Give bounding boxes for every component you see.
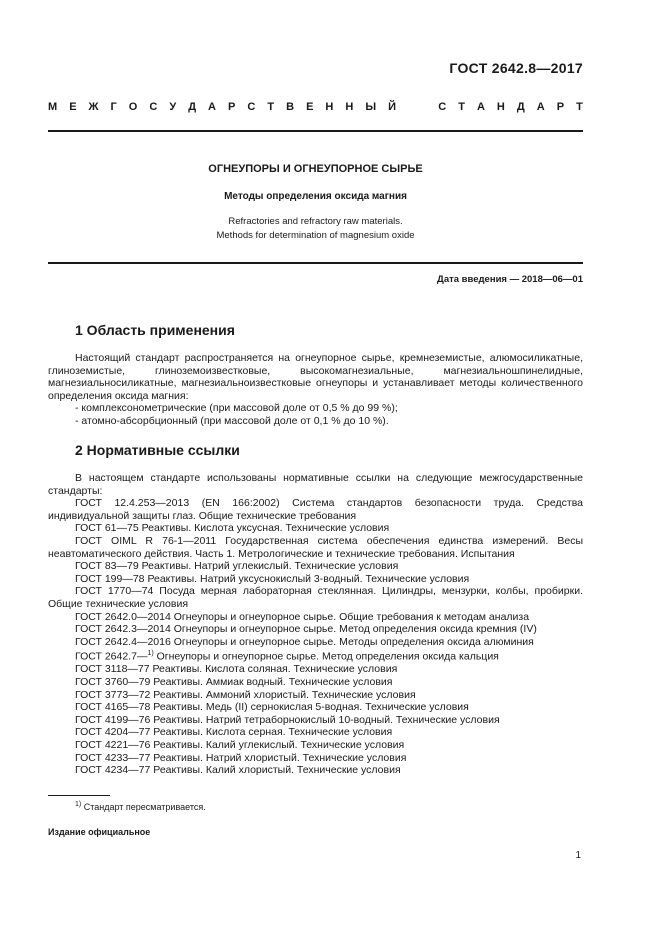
banner-letter: Е (69, 101, 77, 113)
banner-letter: Д (516, 101, 525, 113)
reference-item: ГОСТ 3773—72 Реактивы. Аммоний хлористый. Технические условия (75, 688, 416, 701)
reference-item: ГОСТ 4233—77 Реактивы. Натрий хлористый. Технические условия (75, 751, 407, 764)
page-number: 1 (575, 850, 581, 861)
reference-item: ГОСТ 83—79 Реактивы. Натрий углекислый. Технические условия (75, 560, 399, 573)
reference-item: ГОСТ OIML R 76-1—2011 Государственная система обеспечения единства измерений. Весы неавтоматического действия. Часть 1. Метрологические и технические требования. Испытания (48, 534, 583, 560)
banner-letter: Н (325, 101, 334, 113)
section1-text: Настоящий стандарт распространяется на огнеупорное сырье, кремнеземистые, алюмосиликатные, глиноземистые, глиноземоизвестковые, высокомагнезиальные, магнезиальношпинелидные, магнезиальносиликатные, магнезиальноизвестковые огнеупоры и устанавливает методы количественного определения оксида магния: (48, 352, 583, 402)
title-rule (48, 262, 583, 264)
banner-letter: С (438, 101, 447, 113)
footnote-mark: 1) (147, 650, 154, 658)
intro-date: Дата введения — 2018—06—01 (437, 274, 583, 285)
banner-letter: Д (188, 101, 197, 113)
reference-item: ГОСТ 3118—77 Реактивы. Кислота соляная. Технические условия (75, 663, 398, 676)
footnote-rule (48, 795, 110, 796)
reference-text: Огнеупоры и огнеупорное сырье. Метод определения оксида кальция (153, 650, 499, 663)
section1-heading: 1 Область применения (75, 322, 235, 338)
top-rule (48, 130, 583, 132)
reference-item: ГОСТ 4221—76 Реактивы. Калий углекислый. Технические условия (75, 738, 405, 751)
banner-letter: Й (388, 101, 397, 113)
banner-letter (423, 101, 426, 113)
reference-item: ГОСТ 4199—76 Реактивы. Натрий тетраборнокислый 10-водный. Технические условия (75, 713, 500, 726)
section2-intro: В настоящем стандарте использованы нормативные ссылки на следующие межгосударственные стандарты: (48, 472, 583, 497)
english-title-line2: Methods for determination of magnesium oxide (216, 230, 415, 241)
banner-letter: А (208, 101, 216, 113)
reference-item: ГОСТ 2642.3—2014 Огнеупоры и огнеупорное сырье. Метод определения оксида кремния (IV) (75, 623, 537, 636)
banner-letter: Р (228, 101, 236, 113)
reference-item: ГОСТ 4165—78 Реактивы. Медь (II) сернокислая 5-водная. Технические условия (75, 701, 469, 714)
banner-letter: Ж (88, 101, 99, 113)
banner-letter: А (476, 101, 485, 113)
reference-item: ГОСТ 2642.0—2014 Огнеупоры и огнеупорное сырье. Общие требования к методам анализа (75, 610, 530, 623)
document-code: ГОСТ 2642.8—2017 (449, 60, 583, 76)
banner-letter: О (128, 101, 138, 113)
section2-heading: 2 Нормативные ссылки (75, 442, 240, 458)
banner-letter: Н (496, 101, 505, 113)
footnote-text: Стандарт пересматривается. (81, 802, 206, 812)
document-subtitle: Методы определения оксида магния (224, 191, 407, 202)
english-title-line1: Refractories and refractory raw materials. (228, 216, 403, 227)
banner-letter: Е (306, 101, 314, 113)
banner-letter: М (48, 101, 58, 113)
banner-letter: Г (110, 101, 117, 113)
footnote (75, 801, 206, 812)
reference-item: ГОСТ 61—75 Реактивы. Кислота уксусная. Технические условия (75, 522, 390, 535)
reference-code: ГОСТ 2642.7— (75, 650, 148, 663)
banner-letter: В (286, 101, 295, 113)
banner-letter: Т (267, 101, 275, 113)
english-title (48, 215, 583, 243)
reference-item: ГОСТ 199—78 Реактивы. Натрий уксуснокислый 3-водный. Технические условия (75, 572, 470, 585)
reference-item: ГОСТ 3760—79 Реактивы. Аммиак водный. Технические условия (75, 676, 393, 688)
reference-item: ГОСТ 4204—77 Реактивы. Кислота серная. Технические условия (75, 726, 393, 739)
footnote-mark: 1) (75, 801, 82, 808)
banner-letter: У (169, 101, 177, 113)
standard-banner (48, 101, 583, 113)
reference-item: ГОСТ 1770—74 Посуда мерная лабораторная стеклянная. Цилиндры, мензурки, колбы, пробирки. Общие технические условия (48, 585, 583, 610)
reference-item: ГОСТ 12.4.253—2013 (EN 166:2002) Система стандартов безопасности труда. Средства индивидуальной защиты глаз. Общие технические требования (48, 497, 583, 522)
section1-body (48, 352, 583, 428)
section2-body (48, 472, 583, 777)
banner-letter: С (247, 101, 256, 113)
banner-letter: Н (345, 101, 354, 113)
banner-letter: Т (576, 101, 583, 113)
reference-item: ГОСТ 4234—77 Реактивы. Калий хлористый. Технические условия (75, 764, 401, 777)
banner-letter: А (536, 101, 545, 113)
banner-letter: Ы (365, 101, 377, 113)
edition-label: Издание официальное (48, 827, 151, 837)
banner-letter (408, 101, 411, 113)
list-item: - комплексонометрические (при массовой доле от 0,5 % до 99 %); (75, 402, 398, 415)
reference-item: ГОСТ 2642.4—2016 Огнеупоры и огнеупорное сырье. Методы определения оксида алюминия (75, 635, 534, 648)
banner-letter: С (149, 101, 158, 113)
list-item: - атомно-абсорбционный (при массовой доле от 0,1 % до 10 %). (75, 414, 389, 427)
banner-letter: Р (556, 101, 565, 113)
document-title: ОГНЕУПОРЫ И ОГНЕУПОРНОЕ СЫРЬЕ (208, 163, 423, 175)
reference-item-footnoted (48, 648, 583, 663)
banner-letter: Т (458, 101, 465, 113)
